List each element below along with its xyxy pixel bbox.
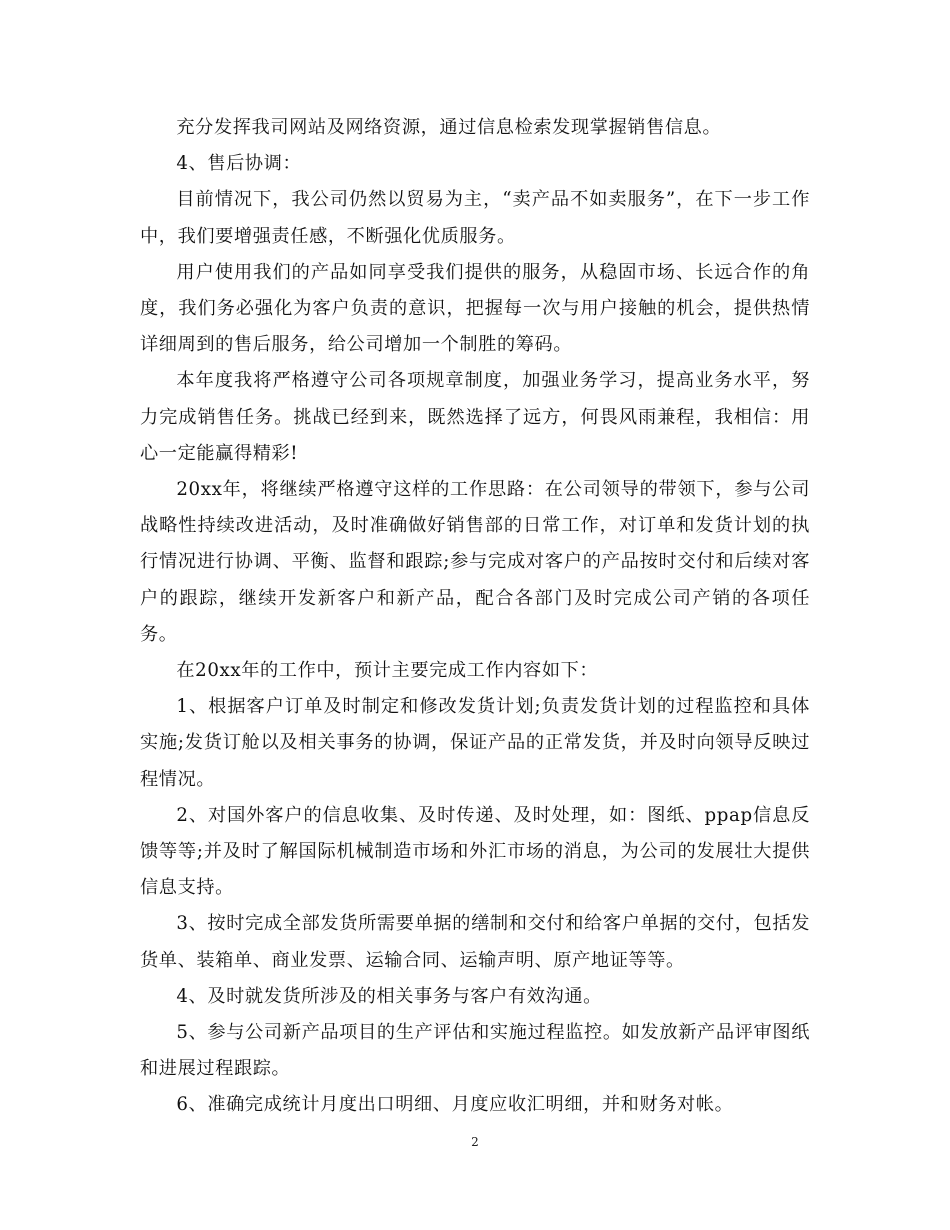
paragraph-work-approach: 20xx年，将继续严格遵守这样的工作思路：在公司领导的带领下，参与公司战略性持续改进活动，及时准确做好销售部的日常工作，对订单和发货计划的执行情况进行协调、平衡、监督和跟踪;参与完成对客户的产品按时交付和后续对客户的跟踪，继续开发新客户和新产品，配合各部门及时完成公司产销的各项任务。: [140, 479, 810, 645]
list-item-2-information: 2、对国外客户的信息收集、及时传递、及时处理，如：图纸、ppap信息反馈等等;并及时了解国际机械制造市场和外汇市场的消息，为公司的发展壮大提供信息支持。: [140, 804, 810, 899]
list-item-3-documents: 3、按时完成全部发货所需要单据的缮制和交付和给客户单据的交付，包括发货单、装箱单、商业发票、运输合同、运输声明、原产地证等等。: [140, 913, 810, 971]
paragraph-planned-work-intro: 在20xx年的工作中，预计主要完成工作内容如下：: [176, 660, 599, 682]
list-item-6-statistics: 6、准确完成统计月度出口明细、月度应收汇明细，并和财务对帐。: [176, 1094, 734, 1116]
paragraph-customer-service: 用户使用我们的产品如同享受我们提供的服务，从稳固市场、长远合作的角度，我们务必强化为客户负责的意识，把握每一次与用户接触的机会，提供热情详细周到的售后服务，给公司增加一个制胜的筹码。: [140, 261, 810, 356]
paragraph-annual-commitment: 本年度我将严格遵守公司各项规章制度，加强业务学习，提高业务水平，努力完成销售任务。挑战已经到来，既然选择了远方，何畏风雨兼程，我相信：用心一定能赢得精彩!: [140, 370, 810, 464]
paragraph-website-resources: 充分发挥我司网站及网络资源，通过信息检索发现掌握销售信息。: [176, 117, 722, 138]
paragraph-current-situation: 目前情况下，我公司仍然以贸易为主，“卖产品不如卖服务”，在下一步工作中，我们要增强责任感，不断强化优质服务。: [140, 189, 810, 247]
page-number: 2: [471, 1135, 479, 1149]
list-item-1-shipping-plan: 1、根据客户订单及时制定和修改发货计划;负责发货计划的过程监控和具体实施;发货订舱以及相关事务的协调，保证产品的正常发货，并及时向领导反映过程情况。: [140, 696, 810, 790]
document-body: [140, 110, 810, 1124]
list-item-5-new-products: 5、参与公司新产品项目的生产评估和实施过程监控。如发放新产品评审图纸和进展过程跟踪。: [140, 1022, 810, 1080]
list-item-4-communication: 4、及时就发货所涉及的相关事务与客户有效沟通。: [176, 985, 602, 1007]
paragraph-after-sales-heading: 4、售后协调：: [176, 153, 302, 175]
